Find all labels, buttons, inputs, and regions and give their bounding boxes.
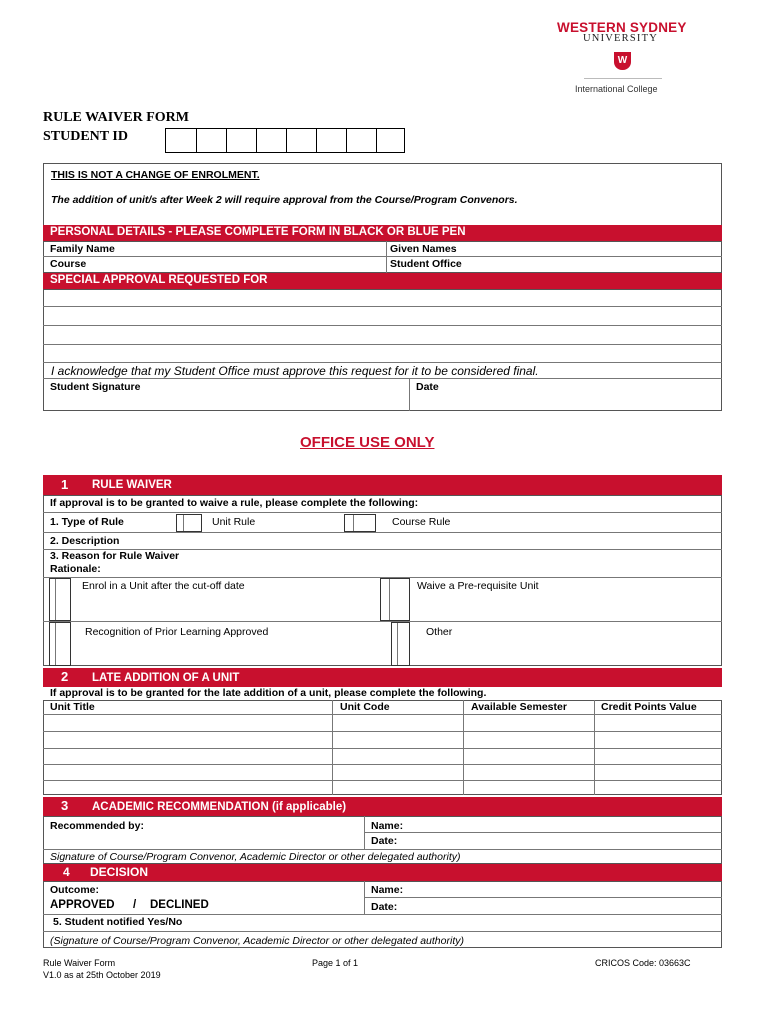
- s1-divider: [43, 512, 722, 513]
- other-checkbox[interactable]: [391, 622, 410, 666]
- s1-heading-bar: [43, 475, 722, 495]
- s3-signature-label: Signature of Course/Program Convenor, Academic Director or other delegated authority): [50, 851, 461, 863]
- s1-intro: If approval is to be granted to waive a rule, please complete the following:: [50, 497, 419, 509]
- s2-intro: If approval is to be granted for the late addition of a unit, please complete the following.: [50, 687, 487, 699]
- signature-row-divider: [43, 378, 722, 379]
- s4-heading-bar: [43, 864, 722, 881]
- id-box-divider: [286, 129, 287, 152]
- approved-option[interactable]: APPROVED: [50, 899, 115, 911]
- student-id-label: STUDENT ID: [43, 129, 128, 144]
- s4-date-label[interactable]: Date:: [371, 901, 398, 913]
- s3-number: 3: [61, 798, 69, 813]
- logo-shield-icon: [614, 52, 631, 70]
- s4-row-divider: [364, 897, 722, 898]
- reason-label: 3. Reason for Rule Waiver: [50, 550, 180, 562]
- logo-line2: UNIVERSITY: [583, 33, 658, 44]
- id-box-divider: [226, 129, 227, 152]
- s1-heading: RULE WAIVER: [92, 479, 172, 491]
- special-heading: SPECIAL APPROVAL REQUESTED FOR: [50, 274, 268, 286]
- id-box-divider: [196, 129, 197, 152]
- student-notified-label[interactable]: 5. Student notified Yes/No: [53, 916, 183, 928]
- personal-heading: PERSONAL DETAILS - PLEASE COMPLETE FORM IN BLACK OR BLUE PEN: [50, 226, 466, 238]
- col-credit-points: Credit Points Value: [601, 701, 697, 713]
- waive-prereq-checkbox[interactable]: [380, 578, 410, 621]
- course-label[interactable]: Course: [50, 258, 87, 270]
- student-office-label[interactable]: Student Office: [390, 258, 462, 270]
- unit-rule-label: Unit Rule: [212, 516, 256, 528]
- footer-page: Page 1 of 1: [312, 958, 359, 968]
- office-use-heading: OFFICE USE ONLY: [300, 434, 435, 451]
- other-label: Other: [426, 626, 453, 638]
- acknowledge-text: I acknowledge that my Student Office must approve this request for it to be considered final.: [51, 364, 539, 378]
- personal-row-divider: [43, 256, 722, 257]
- declined-option[interactable]: DECLINED: [150, 899, 209, 911]
- rpl-label: Recognition of Prior Learning Approved: [85, 626, 269, 638]
- personal-col-divider: [386, 241, 387, 273]
- s1-divider: [43, 621, 722, 622]
- s1-number: 1: [61, 477, 69, 492]
- outcome-separator: /: [133, 899, 137, 911]
- enrol-cutoff-label: Enrol in a Unit after the cut-off date: [82, 580, 245, 592]
- s4-heading: DECISION: [90, 865, 149, 879]
- signature-col-divider: [409, 378, 410, 411]
- checkbox-inner-line: [353, 515, 354, 531]
- table-row-line: [43, 731, 722, 732]
- personal-heading-bar: [43, 225, 722, 241]
- special-heading-bar: [43, 273, 722, 289]
- unit-rule-checkbox[interactable]: [176, 514, 202, 532]
- request-line: [43, 362, 722, 363]
- enrol-cutoff-checkbox[interactable]: [49, 578, 71, 621]
- logo-tagline: International College: [575, 84, 658, 94]
- s4-name-label[interactable]: Name:: [371, 884, 404, 896]
- personal-table: [43, 241, 722, 273]
- s4-signature-label: (Signature of Course/Program Convenor, Academic Director or other delegated authority): [50, 935, 464, 947]
- checkbox-inner-line: [183, 515, 184, 531]
- s4-row-divider: [43, 931, 722, 932]
- given-names-label[interactable]: Given Names: [390, 243, 457, 255]
- notice-line2: The addition of unit/s after Week 2 will require approval from the Course/Program Convenors.: [51, 194, 518, 206]
- student-signature-label[interactable]: Student Signature: [50, 381, 141, 393]
- description-label[interactable]: 2. Description: [50, 535, 120, 547]
- s3-date-label[interactable]: Date:: [371, 835, 398, 847]
- form-title: RULE WAIVER FORM: [43, 110, 189, 125]
- course-rule-label: Course Rule: [392, 516, 451, 528]
- logo-divider: [584, 78, 662, 79]
- s2-number: 2: [61, 669, 69, 684]
- logo-shield-letter: W: [617, 55, 628, 66]
- footer-version: V1.0 as at 25th October 2019: [43, 970, 161, 980]
- table-row-line: [43, 748, 722, 749]
- notice-line1: THIS IS NOT A CHANGE OF ENROLMENT.: [51, 169, 260, 181]
- s1-divider: [43, 532, 722, 533]
- request-line: [43, 325, 722, 326]
- checkbox-inner-line: [389, 579, 390, 620]
- id-box-divider: [316, 129, 317, 152]
- logo-line1: WESTERN SYDNEY: [557, 20, 687, 35]
- rationale-label: Rationale:: [50, 563, 101, 575]
- checkbox-inner-line: [55, 579, 56, 620]
- course-rule-checkbox[interactable]: [344, 514, 376, 532]
- col-available-semester: Available Semester: [471, 701, 567, 713]
- s2-heading: LATE ADDITION OF A UNIT: [92, 672, 240, 684]
- type-of-rule-label: 1. Type of Rule: [50, 516, 124, 528]
- request-line: [43, 344, 722, 345]
- outcome-label: Outcome:: [50, 884, 100, 896]
- checkbox-inner-line: [55, 623, 56, 665]
- footer-form-name: Rule Waiver Form: [43, 958, 116, 968]
- recommended-by-label[interactable]: Recommended by:: [50, 820, 144, 832]
- s3-heading: ACADEMIC RECOMMENDATION (if applicable): [92, 801, 347, 813]
- checkbox-inner-line: [397, 623, 398, 665]
- student-id-boxes[interactable]: [165, 128, 405, 153]
- s4-row-divider: [43, 914, 722, 915]
- id-box-divider: [256, 129, 257, 152]
- s3-name-label[interactable]: Name:: [371, 820, 404, 832]
- footer-cricos: CRICOS Code: 03663C: [595, 958, 691, 968]
- s4-number: 4: [63, 865, 70, 879]
- table-row-line: [43, 780, 722, 781]
- s3-row-divider: [43, 849, 722, 850]
- s3-row-divider: [364, 832, 722, 833]
- waive-prereq-label: Waive a Pre-requisite Unit: [417, 580, 539, 592]
- table-row-line: [43, 764, 722, 765]
- rpl-checkbox[interactable]: [49, 622, 71, 666]
- family-name-label[interactable]: Family Name: [50, 243, 115, 255]
- request-line: [43, 306, 722, 307]
- col-unit-title: Unit Title: [50, 701, 95, 713]
- s3-heading-bar: [43, 797, 722, 816]
- id-box-divider: [346, 129, 347, 152]
- s2-heading-bar: [43, 668, 722, 687]
- table-row-line: [43, 714, 722, 715]
- special-request-area[interactable]: [43, 289, 722, 411]
- id-box-divider: [376, 129, 377, 152]
- signature-date-label[interactable]: Date: [416, 381, 439, 393]
- col-unit-code: Unit Code: [340, 701, 390, 713]
